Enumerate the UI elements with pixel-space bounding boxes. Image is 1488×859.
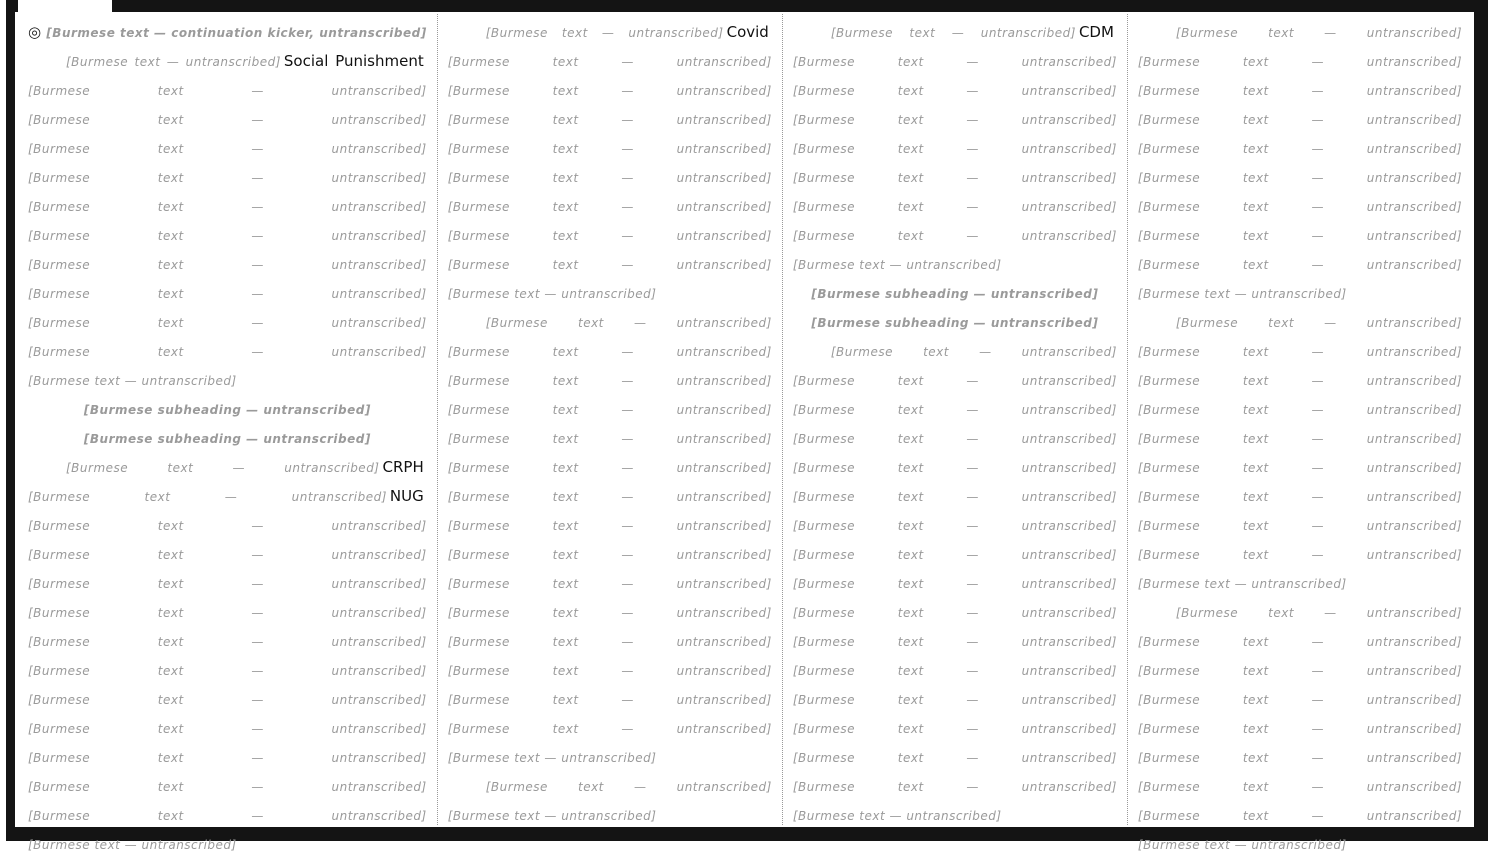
body-text-line: [Burmese text — untranscribed] xyxy=(28,606,427,620)
body-text-line: [Burmese text — untranscribed] xyxy=(447,171,772,185)
body-text-line: [Burmese text — untranscribed] xyxy=(792,84,1117,98)
body-text-line: [Burmese text — untranscribed] xyxy=(28,838,237,852)
body-text-line: [Burmese text — untranscribed] xyxy=(447,635,772,649)
subheading: [Burmese subheading — untranscribed] xyxy=(83,432,371,446)
frame-border-right xyxy=(1474,0,1488,841)
body-text-line: [Burmese text — untranscribed] xyxy=(792,200,1117,214)
body-text-line: [Burmese text — untranscribed] xyxy=(447,722,772,736)
body-text-line: [Burmese text — untranscribed] xyxy=(1137,55,1463,69)
body-text-line: [Burmese text — untranscribed] xyxy=(28,113,427,127)
body-text-line: [Burmese text — untranscribed] xyxy=(792,142,1117,156)
body-text-line: [Burmese text — untranscribed] xyxy=(1137,287,1347,301)
body-text-line: [Burmese text — untranscribed] xyxy=(1137,548,1463,562)
legible-token: CDM xyxy=(1078,23,1114,41)
body-text-line: [Burmese text — untranscribed] xyxy=(792,664,1117,678)
body-text-line: [Burmese text — untranscribed] xyxy=(792,374,1117,388)
body-text-line: [Burmese text — untranscribed] xyxy=(28,780,427,794)
body-text-line: [Burmese text — untranscribed] xyxy=(792,403,1117,417)
body-text-line: [Burmese text — untranscribed] xyxy=(792,171,1117,185)
body-text-line: [Burmese text — untranscribed] xyxy=(1137,838,1347,852)
body-text-line: [Burmese text — untranscribed] xyxy=(447,55,772,69)
body-text-line: [Burmese text — untranscribed] xyxy=(447,84,772,98)
body-text-line: [Burmese text — untranscribed] xyxy=(447,345,772,359)
body-text-line: [Burmese text — untranscribed] xyxy=(447,606,772,620)
legible-token: CRPH xyxy=(382,458,424,476)
body-text-line: [Burmese text — untranscribed] xyxy=(447,693,772,707)
body-text-line: [Burmese text — untranscribed] xyxy=(792,55,1117,69)
body-text-line: [Burmese text — untranscribed] xyxy=(28,664,427,678)
body-text-line: [Burmese text — untranscribed] xyxy=(1137,751,1463,765)
body-text-line: [Burmese text — untranscribed] xyxy=(28,345,427,359)
body-text-line: [Burmese text — untranscribed] xyxy=(447,461,772,475)
body-text-line: [Burmese text — untranscribed] xyxy=(792,113,1117,127)
body-text-line: [Burmese text — untranscribed] xyxy=(792,548,1117,562)
body-text-line: [Burmese text — untranscribed] xyxy=(28,693,427,707)
body-text-line: [Burmese text — untranscribed] xyxy=(485,780,772,794)
body-text-line: [Burmese text — untranscribed] xyxy=(447,432,772,446)
body-text-line: [Burmese text — untranscribed] xyxy=(1137,84,1463,98)
body-text-line: [Burmese text — untranscribed] xyxy=(1137,258,1463,272)
body-text-line: [Burmese text — untranscribed] xyxy=(447,548,772,562)
body-text-line: [Burmese text — untranscribed] xyxy=(28,287,427,301)
body-text-line: [Burmese text — untranscribed] xyxy=(447,519,772,533)
body-text-line: [Burmese text — untranscribed] xyxy=(447,229,772,243)
body-text-line: [Burmese text — untranscribed] xyxy=(1137,780,1463,794)
body-text-line: [Burmese text — untranscribed] xyxy=(1137,461,1463,475)
article-column-3 xyxy=(782,14,1127,825)
body-text-line: [Burmese text — untranscribed] xyxy=(28,809,427,823)
body-text-line: [Burmese text — untranscribed] xyxy=(447,200,772,214)
body-text-line: [Burmese text — untranscribed] xyxy=(792,229,1117,243)
body-text-line: [Burmese text — untranscribed] xyxy=(28,635,427,649)
body-text-line: [Burmese text — untranscribed] xyxy=(1137,722,1463,736)
body-text-line: [Burmese text — untranscribed] xyxy=(1137,374,1463,388)
body-text-line: [Burmese text — untranscribed] xyxy=(792,693,1117,707)
body-text-line: [Burmese text — untranscribed] xyxy=(447,577,772,591)
body-text-line: [Burmese text — untranscribed] xyxy=(28,548,427,562)
subheading: [Burmese subheading — untranscribed] xyxy=(83,403,371,417)
body-text-line: [Burmese text — untranscribed] xyxy=(28,374,237,388)
body-text-line: [Burmese text — untranscribed] xyxy=(447,258,772,272)
body-text-line: [Burmese text — untranscribed] xyxy=(28,171,427,185)
body-text-line: [Burmese text — untranscribed] xyxy=(792,461,1117,475)
frame-border-top-stub xyxy=(6,0,18,12)
body-text-line: [Burmese text — untranscribed] xyxy=(1175,26,1463,40)
body-text-line: [Burmese text — untranscribed] xyxy=(1137,635,1463,649)
body-text-line: [Burmese text — untranscribed] xyxy=(1137,142,1463,156)
body-text-line: [Burmese text — untranscribed] xyxy=(447,287,657,301)
article-column-1 xyxy=(18,14,437,852)
body-text-line: [Burmese text — untranscribed] xyxy=(447,809,657,823)
body-text-line: [Burmese text — untranscribed] xyxy=(1175,606,1463,620)
body-text-line: [Burmese text — untranscribed] xyxy=(792,490,1117,504)
body-text-line: [Burmese text — untranscribed] xyxy=(1137,113,1463,127)
body-text-line: [Burmese text — untranscribed] xyxy=(28,84,427,98)
body-text-line: [Burmese text — untranscribed] xyxy=(1137,664,1463,678)
body-text-line: [Burmese text — untranscribed] xyxy=(1137,519,1463,533)
article-column-2 xyxy=(437,14,782,825)
body-text-line: [Burmese text — untranscribed] xyxy=(28,316,427,330)
body-text-line: [Burmese text — untranscribed] CRPH xyxy=(66,458,424,476)
body-text-line: [Burmese text — untranscribed] xyxy=(1137,200,1463,214)
subheading: [Burmese subheading — untranscribed] xyxy=(811,316,1099,330)
body-text-line: [Burmese text — untranscribed] xyxy=(28,142,427,156)
body-text-line: [Burmese text — untranscribed] xyxy=(447,490,772,504)
body-text-line: [Burmese text — untranscribed] xyxy=(485,316,772,330)
frame-border-left xyxy=(6,0,15,841)
body-text-line: [Burmese text — untranscribed] xyxy=(1137,693,1463,707)
body-text-line: [Burmese text — untranscribed] xyxy=(447,751,657,765)
body-text-line: [Burmese text — untranscribed] xyxy=(28,519,427,533)
body-text-line: [Burmese text — untranscribed] xyxy=(1137,809,1463,823)
body-text-line: [Burmese text — untranscribed] xyxy=(792,606,1117,620)
continuation-kicker: ◎ [Burmese text — continuation kicker, untranscribed] xyxy=(28,23,427,41)
subheading: [Burmese subheading — untranscribed] xyxy=(811,287,1099,301)
body-text-line: [Burmese text — untranscribed] xyxy=(792,751,1117,765)
body-text-line: [Burmese text — untranscribed] xyxy=(1137,171,1463,185)
body-text-line: [Burmese text — untranscribed] xyxy=(792,722,1117,736)
body-text-line: [Burmese text — untranscribed] xyxy=(1137,345,1463,359)
body-text-line: [Burmese text — untranscribed] xyxy=(447,113,772,127)
body-text-line: [Burmese text — untranscribed] xyxy=(447,664,772,678)
body-text-line: [Burmese text — untranscribed] xyxy=(447,374,772,388)
body-text-line: [Burmese text — untranscribed] Covid xyxy=(485,23,769,41)
body-text-line: [Burmese text — untranscribed] NUG xyxy=(28,487,424,505)
frame-border-top xyxy=(112,0,1488,12)
body-text-line: [Burmese text — untranscribed] CDM xyxy=(830,23,1114,41)
body-text-line: [Burmese text — untranscribed] xyxy=(792,432,1117,446)
body-text-line: [Burmese text — untranscribed] xyxy=(792,577,1117,591)
body-text-line: [Burmese text — untranscribed] xyxy=(28,258,427,272)
body-text-line: [Burmese text — untranscribed] xyxy=(28,722,427,736)
body-text-line: [Burmese text — untranscribed] xyxy=(1137,577,1347,591)
legible-token: Social Punishment xyxy=(283,52,424,70)
body-text-line: [Burmese text — untranscribed] xyxy=(830,345,1117,359)
article-columns xyxy=(18,14,1472,852)
body-text-line: [Burmese text — untranscribed] xyxy=(792,780,1117,794)
body-text-line: [Burmese text — untranscribed] xyxy=(792,258,1002,272)
body-text-line: [Burmese text — untranscribed] xyxy=(28,751,427,765)
body-text-line: [Burmese text — untranscribed] xyxy=(792,635,1117,649)
legible-token: Covid xyxy=(726,23,769,41)
body-text-line: [Burmese text — untranscribed] xyxy=(792,519,1117,533)
body-text-line: [Burmese text — untranscribed] xyxy=(447,403,772,417)
body-text-line: [Burmese text — untranscribed] xyxy=(1137,432,1463,446)
body-text-line: [Burmese text — untranscribed] xyxy=(792,809,1002,823)
body-text-line: [Burmese text — untranscribed] xyxy=(28,229,427,243)
article-column-4 xyxy=(1127,14,1472,852)
body-text-line: [Burmese text — untranscribed] xyxy=(447,142,772,156)
body-text-line: [Burmese text — untranscribed] xyxy=(28,200,427,214)
legible-token: NUG xyxy=(389,487,424,505)
body-text-line: [Burmese text — untranscribed] xyxy=(1137,229,1463,243)
body-text-line: [Burmese text — untranscribed] xyxy=(1137,403,1463,417)
body-text-line: [Burmese text — untranscribed] xyxy=(1175,316,1463,330)
body-text-line: [Burmese text — untranscribed] xyxy=(1137,490,1463,504)
bullet-circle-icon: ◎ xyxy=(28,23,47,41)
body-text-line: [Burmese text — untranscribed] Social Punishment xyxy=(66,52,424,70)
body-text-line: [Burmese text — untranscribed] xyxy=(28,577,427,591)
